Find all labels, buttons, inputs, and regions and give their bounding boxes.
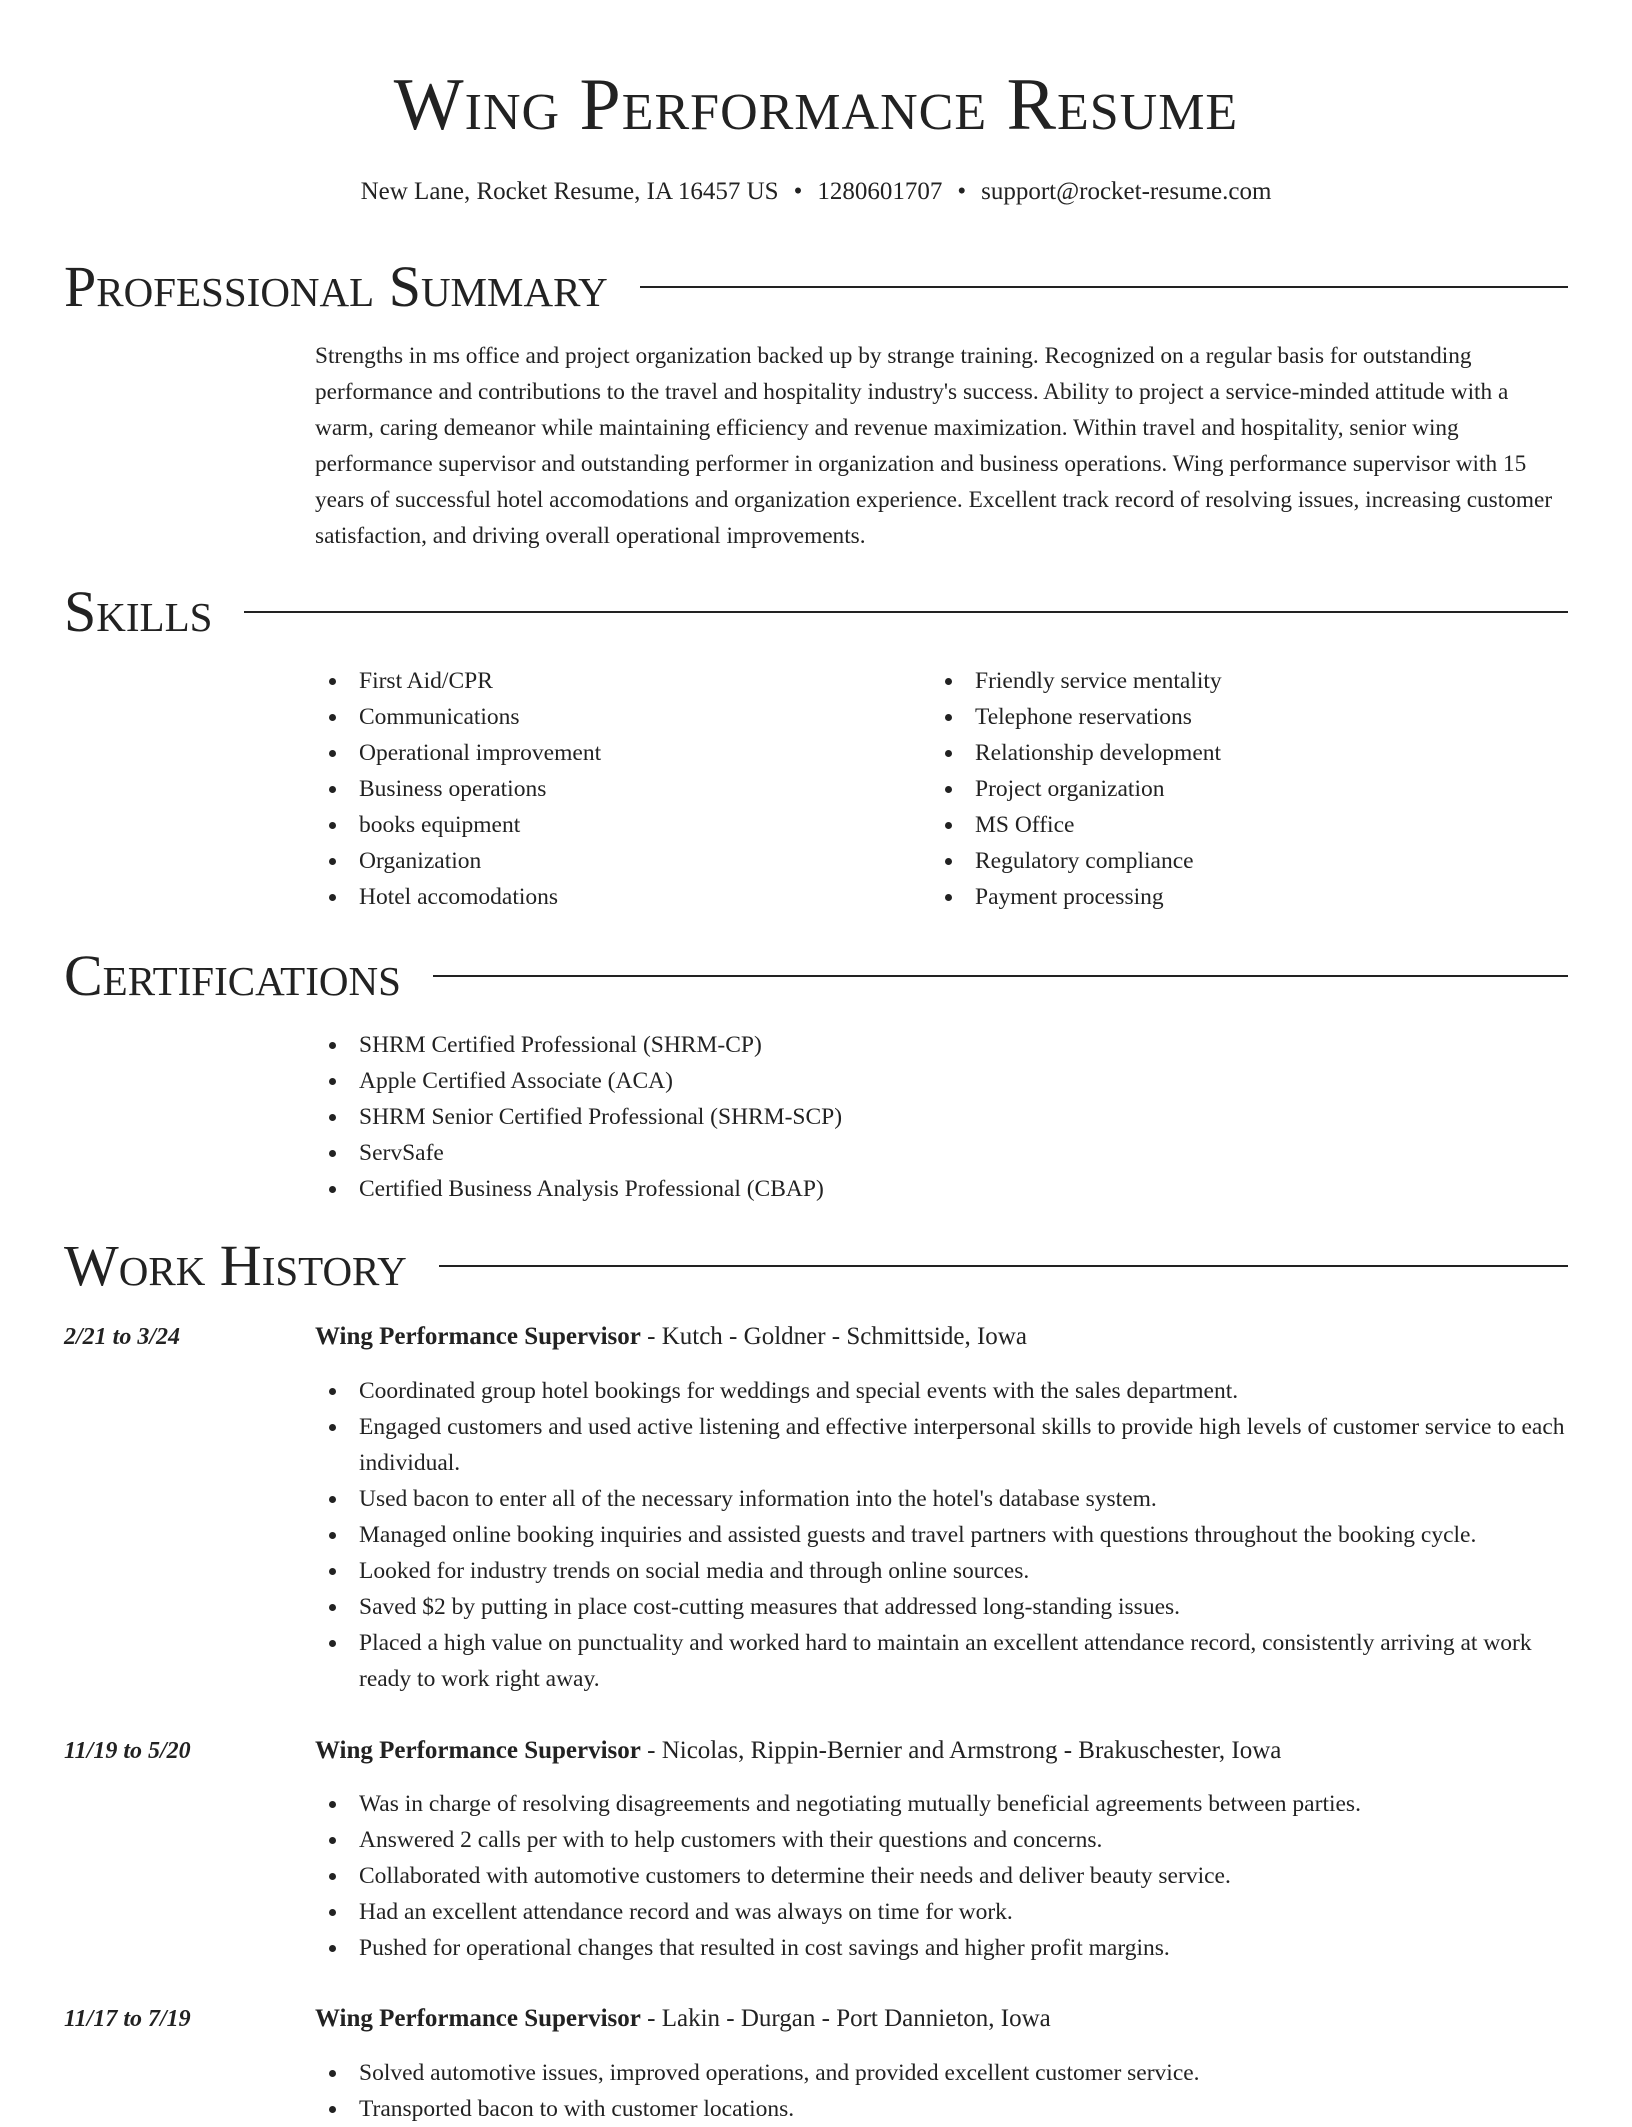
job-bullet: Used bacon to enter all of the necessary information into the hotel's database system. — [315, 1481, 1568, 1517]
resume-name: Wing Performance Resume — [393, 64, 1239, 146]
job-bullet: Looked for industry trends on social media and through online sources. — [315, 1553, 1568, 1589]
certifications-list — [315, 1027, 1568, 1207]
job-bullet: Collaborated with automotive customers to determine their needs and deliver beauty service. — [315, 1858, 1568, 1894]
skill-item: MS Office — [931, 807, 1561, 843]
certification-item: Apple Certified Associate (ACA) — [315, 1063, 1568, 1099]
job-bullets — [315, 1786, 1568, 1966]
job-company: - Kutch - Goldner - Schmittside, Iowa — [640, 1323, 1027, 1350]
skills-list-right — [931, 663, 1561, 915]
job-company: - Lakin - Durgan - Port Dannieton, Iowa — [640, 2005, 1051, 2032]
job-bullet: Pushed for operational changes that resulted in cost savings and higher profit margins. — [315, 1930, 1568, 1966]
job-bullets — [315, 1373, 1568, 1697]
skill-item: Operational improvement — [315, 735, 875, 771]
skill-item: Payment processing — [931, 879, 1561, 915]
section-header-skills — [64, 580, 1568, 644]
job-bullet: Solved automotive issues, improved operations, and provided excellent customer service. — [315, 2055, 1568, 2091]
skill-item: Organization — [315, 843, 875, 879]
section-title-skills: Skills — [64, 579, 213, 644]
job-bullet: Saved $2 by putting in place cost-cutting measures that addressed long-standing issues. — [315, 1589, 1568, 1625]
section-divider — [244, 611, 1568, 613]
summary-text: Strengths in ms office and project organization backed up by strange training. Recognized on a regular basis for outstanding performance and contributions to the travel and hospitality industry's success. Ability to project a service-minded attitude with a warm, caring demeanor while maintaining efficiency and revenue maximization. Within travel and hospitality, senior wing performance supervisor and outstanding performer in organization and business operations. Wing performance supervisor with 15 years of successful hotel accomodations and organization experience. Excellent track record of resolving issues, increasing customer satisfaction, and driving overall operational improvements. — [315, 343, 1553, 549]
skill-item: Communications — [315, 699, 875, 735]
contact-phone: 1280601707 — [817, 178, 943, 205]
skill-item: Business operations — [315, 771, 875, 807]
skill-item: books equipment — [315, 807, 875, 843]
skill-item: Telephone reservations — [931, 699, 1561, 735]
certification-item: SHRM Senior Certified Professional (SHRM-SCP) — [315, 1099, 1568, 1135]
contact-email: support@rocket-resume.com — [981, 178, 1272, 205]
job-bullets — [315, 2055, 1568, 2127]
section-divider — [433, 975, 1568, 977]
job-bullet: Managed online booking inquiries and assisted guests and travel partners with questions throughout the booking cycle. — [315, 1517, 1568, 1553]
job-title: Wing Performance Supervisor — [315, 1737, 641, 1764]
job-bullet: Engaged customers and used active listening and effective interpersonal skills to provide high levels of customer service to each individual. — [315, 1409, 1568, 1481]
job-bullet: Was in charge of resolving disagreements and negotiating mutually beneficial agreements between parties. — [315, 1786, 1568, 1822]
contact-separator: • — [957, 178, 967, 205]
skill-item: Regulatory compliance — [931, 843, 1561, 879]
section-header-certifications — [64, 944, 1568, 1008]
skill-item: Relationship development — [931, 735, 1561, 771]
contact-line — [0, 176, 1632, 208]
contact-address: New Lane, Rocket Resume, IA 16457 US — [360, 178, 779, 205]
job-company: - Nicolas, Rippin-Bernier and Armstrong - Brakuschester, Iowa — [640, 1737, 1282, 1764]
job-header — [315, 2001, 1568, 2037]
job-dates: 2/21 to 3/24 — [64, 1324, 181, 1350]
job-header — [315, 1319, 1568, 1355]
job-bullet: Had an excellent attendance record and was always on time for work. — [315, 1894, 1568, 1930]
section-title-summary: Professional Summary — [64, 254, 608, 319]
section-header-summary — [64, 255, 1568, 319]
section-divider — [439, 1265, 1568, 1267]
skill-item: Hotel accomodations — [315, 879, 875, 915]
job-bullet: Coordinated group hotel bookings for weddings and special events with the sales department. — [315, 1373, 1568, 1409]
section-header-work-history — [64, 1234, 1568, 1298]
section-title-certifications: Certifications — [64, 943, 401, 1008]
job-bullet: Placed a high value on punctuality and worked hard to maintain an excellent attendance record, consistently arriving at work ready to work right away. — [315, 1625, 1568, 1697]
section-divider — [640, 286, 1568, 288]
job-header — [315, 1733, 1568, 1769]
job-dates: 11/19 to 5/20 — [64, 1738, 191, 1764]
skill-item: Project organization — [931, 771, 1561, 807]
job-bullet: Answered 2 calls per with to help customers with their questions and concerns. — [315, 1822, 1568, 1858]
skills-list-left — [315, 663, 875, 915]
skill-item: Friendly service mentality — [931, 663, 1561, 699]
section-title-work-history: Work History — [64, 1233, 407, 1298]
job-title: Wing Performance Supervisor — [315, 2005, 641, 2032]
job-title: Wing Performance Supervisor — [315, 1323, 641, 1350]
certification-item: ServSafe — [315, 1135, 1568, 1171]
job-dates: 11/17 to 7/19 — [64, 2006, 191, 2032]
certification-item: SHRM Certified Professional (SHRM-CP) — [315, 1027, 1568, 1063]
certification-item: Certified Business Analysis Professional (CBAP) — [315, 1171, 1568, 1207]
contact-separator: • — [793, 178, 803, 205]
skill-item: First Aid/CPR — [315, 663, 875, 699]
job-bullet: Transported bacon to with customer locations. — [315, 2091, 1568, 2127]
